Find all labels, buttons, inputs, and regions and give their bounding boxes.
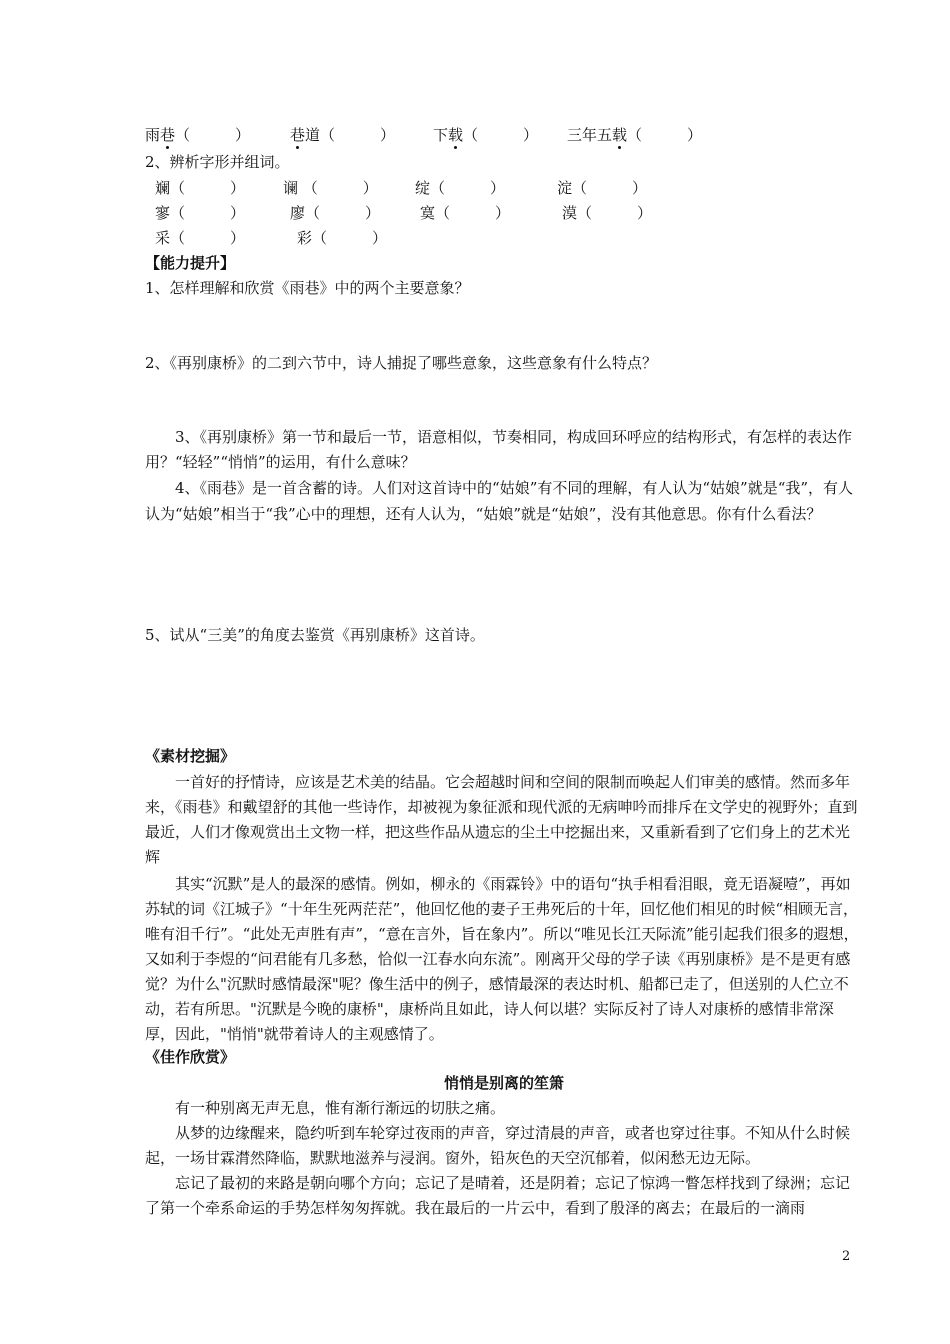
glyph-item: 彩（ ） (297, 229, 388, 247)
glyph-item: 谰 （ ） (283, 179, 378, 197)
question-a3: 3、《再别康桥》第一节和最后一节，语意相似，节奏相同，构成回环呼应的结构形式，有怎样的表达作用？“轻轻”“悄悄”的运用，有什么意味？ (145, 428, 853, 471)
glyph-item: 漠（ ） (562, 204, 653, 222)
question-a1: 1、怎样理解和欣赏《雨巷》中的两个主要意象？ (145, 279, 470, 297)
question-a4: 4、《雨巷》是一首含蓄的诗。人们对这首诗中的“姑娘”有不同的理解，有人认为“姑娘”就是“我”，有人认为“姑娘”相当于“我”心中的理想，还有人认为，“姑娘”就是“姑娘”，没有其他意思。你有什么看法？ (145, 479, 854, 523)
pinyin-item: 下载（ ） (433, 126, 539, 144)
glyph-item: 采（ ） (155, 229, 246, 247)
section-appreciation-heading: 《佳作欣赏》 (145, 1048, 236, 1066)
question-2-title: 2、辨析字形并组词。 (145, 153, 290, 171)
essay-paragraph: 从梦的边缘醒来，隐约听到车轮穿过夜雨的声音，穿过清晨的声音，或者也穿过往事。不知从什么时候起，一场甘霖潸然降临，默默地滋养与浸润。窗外，铅灰色的天空沉郁着，似闲愁无边无际。 (145, 1124, 851, 1167)
glyph-item: 寥（ ） (155, 204, 246, 222)
page-number: 2 (842, 1249, 851, 1264)
glyph-item: 绽（ ） (415, 179, 506, 197)
section-material-heading: 《素材挖掘》 (145, 747, 236, 765)
glyph-item: 寞（ ） (420, 204, 511, 222)
glyph-item: 淀（ ） (557, 179, 648, 197)
section-ability-heading: 【能力提升】 (145, 254, 236, 272)
pinyin-item: 雨巷（ ） (145, 126, 251, 144)
essay-paragraph: 忘记了最初的来路是朝向哪个方向；忘记了是晴着，还是阴着；忘记了惊鸿一瞥怎样找到了绿洲；忘记了第一个牵系命运的手势怎样匆匆挥就。我在最后的一片云中，看到了殷泽的离去；在最后的一滴雨 (145, 1174, 851, 1217)
material-paragraph: 其实“沉默”是人的最深的感情。例如，柳永的《雨霖铃》中的语句“执手相看泪眼，竟无语凝噎”，再如苏轼的词《江城子》“十年生死两茫茫”，他回忆他的妻子王弗死后的十年，回忆他们相见的时候“相顾无言，唯有泪千行”。“此处无声胜有声”，“意在言外，旨在象内”。所以“唯见长江天际流”能引起我们很多的遐想，又如利于李煜的“问君能有几多愁，恰似一江春水向东流”。刚离开父母的学子读《再别康桥》是不是更有感觉？为什么"沉默时感情最深"呢？像生活中的例子，感情最深的表达时机、船都已走了，但送别的人伫立不动，若有所思。"沉默是今晚的康桥"，康桥尚且如此，诗人何以堪？实际反衬了诗人对康桥的感情非常深厚，因此，"悄悄"就带着诗人的主观感情了。 (145, 875, 859, 1043)
question-a2: 2、《再别康桥》的二到六节中，诗人捕捉了哪些意象，这些意象有什么特点？ (145, 354, 658, 372)
pinyin-item: 巷道（ ） (290, 126, 396, 144)
glyph-item: 廖（ ） (290, 204, 381, 222)
essay-title: 悄悄是别离的笙箫 (443, 1074, 564, 1092)
essay-paragraph: 有一种别离无声无息，惟有渐行渐远的切肤之痛。 (175, 1099, 506, 1117)
question-a5: 5、试从“三美”的角度去鉴赏《再别康桥》这首诗。 (145, 626, 485, 644)
material-paragraph: 一首好的抒情诗，应该是艺术美的结晶。它会超越时间和空间的限制而唤起人们审美的感情。然而多年来，《雨巷》和戴望舒的其他一些诗作，却被视为象征派和现代派的无病呻吟而排斥在文学史的视野外；直到最近，人们才像观赏出土文物一样，把这些作品从遗忘的尘土中挖掘出来，又重新看到了它们身上的艺术光辉 (145, 773, 858, 866)
glyph-item: 斓（ ） (155, 179, 246, 197)
pinyin-item: 三年五载（ ） (567, 126, 703, 144)
